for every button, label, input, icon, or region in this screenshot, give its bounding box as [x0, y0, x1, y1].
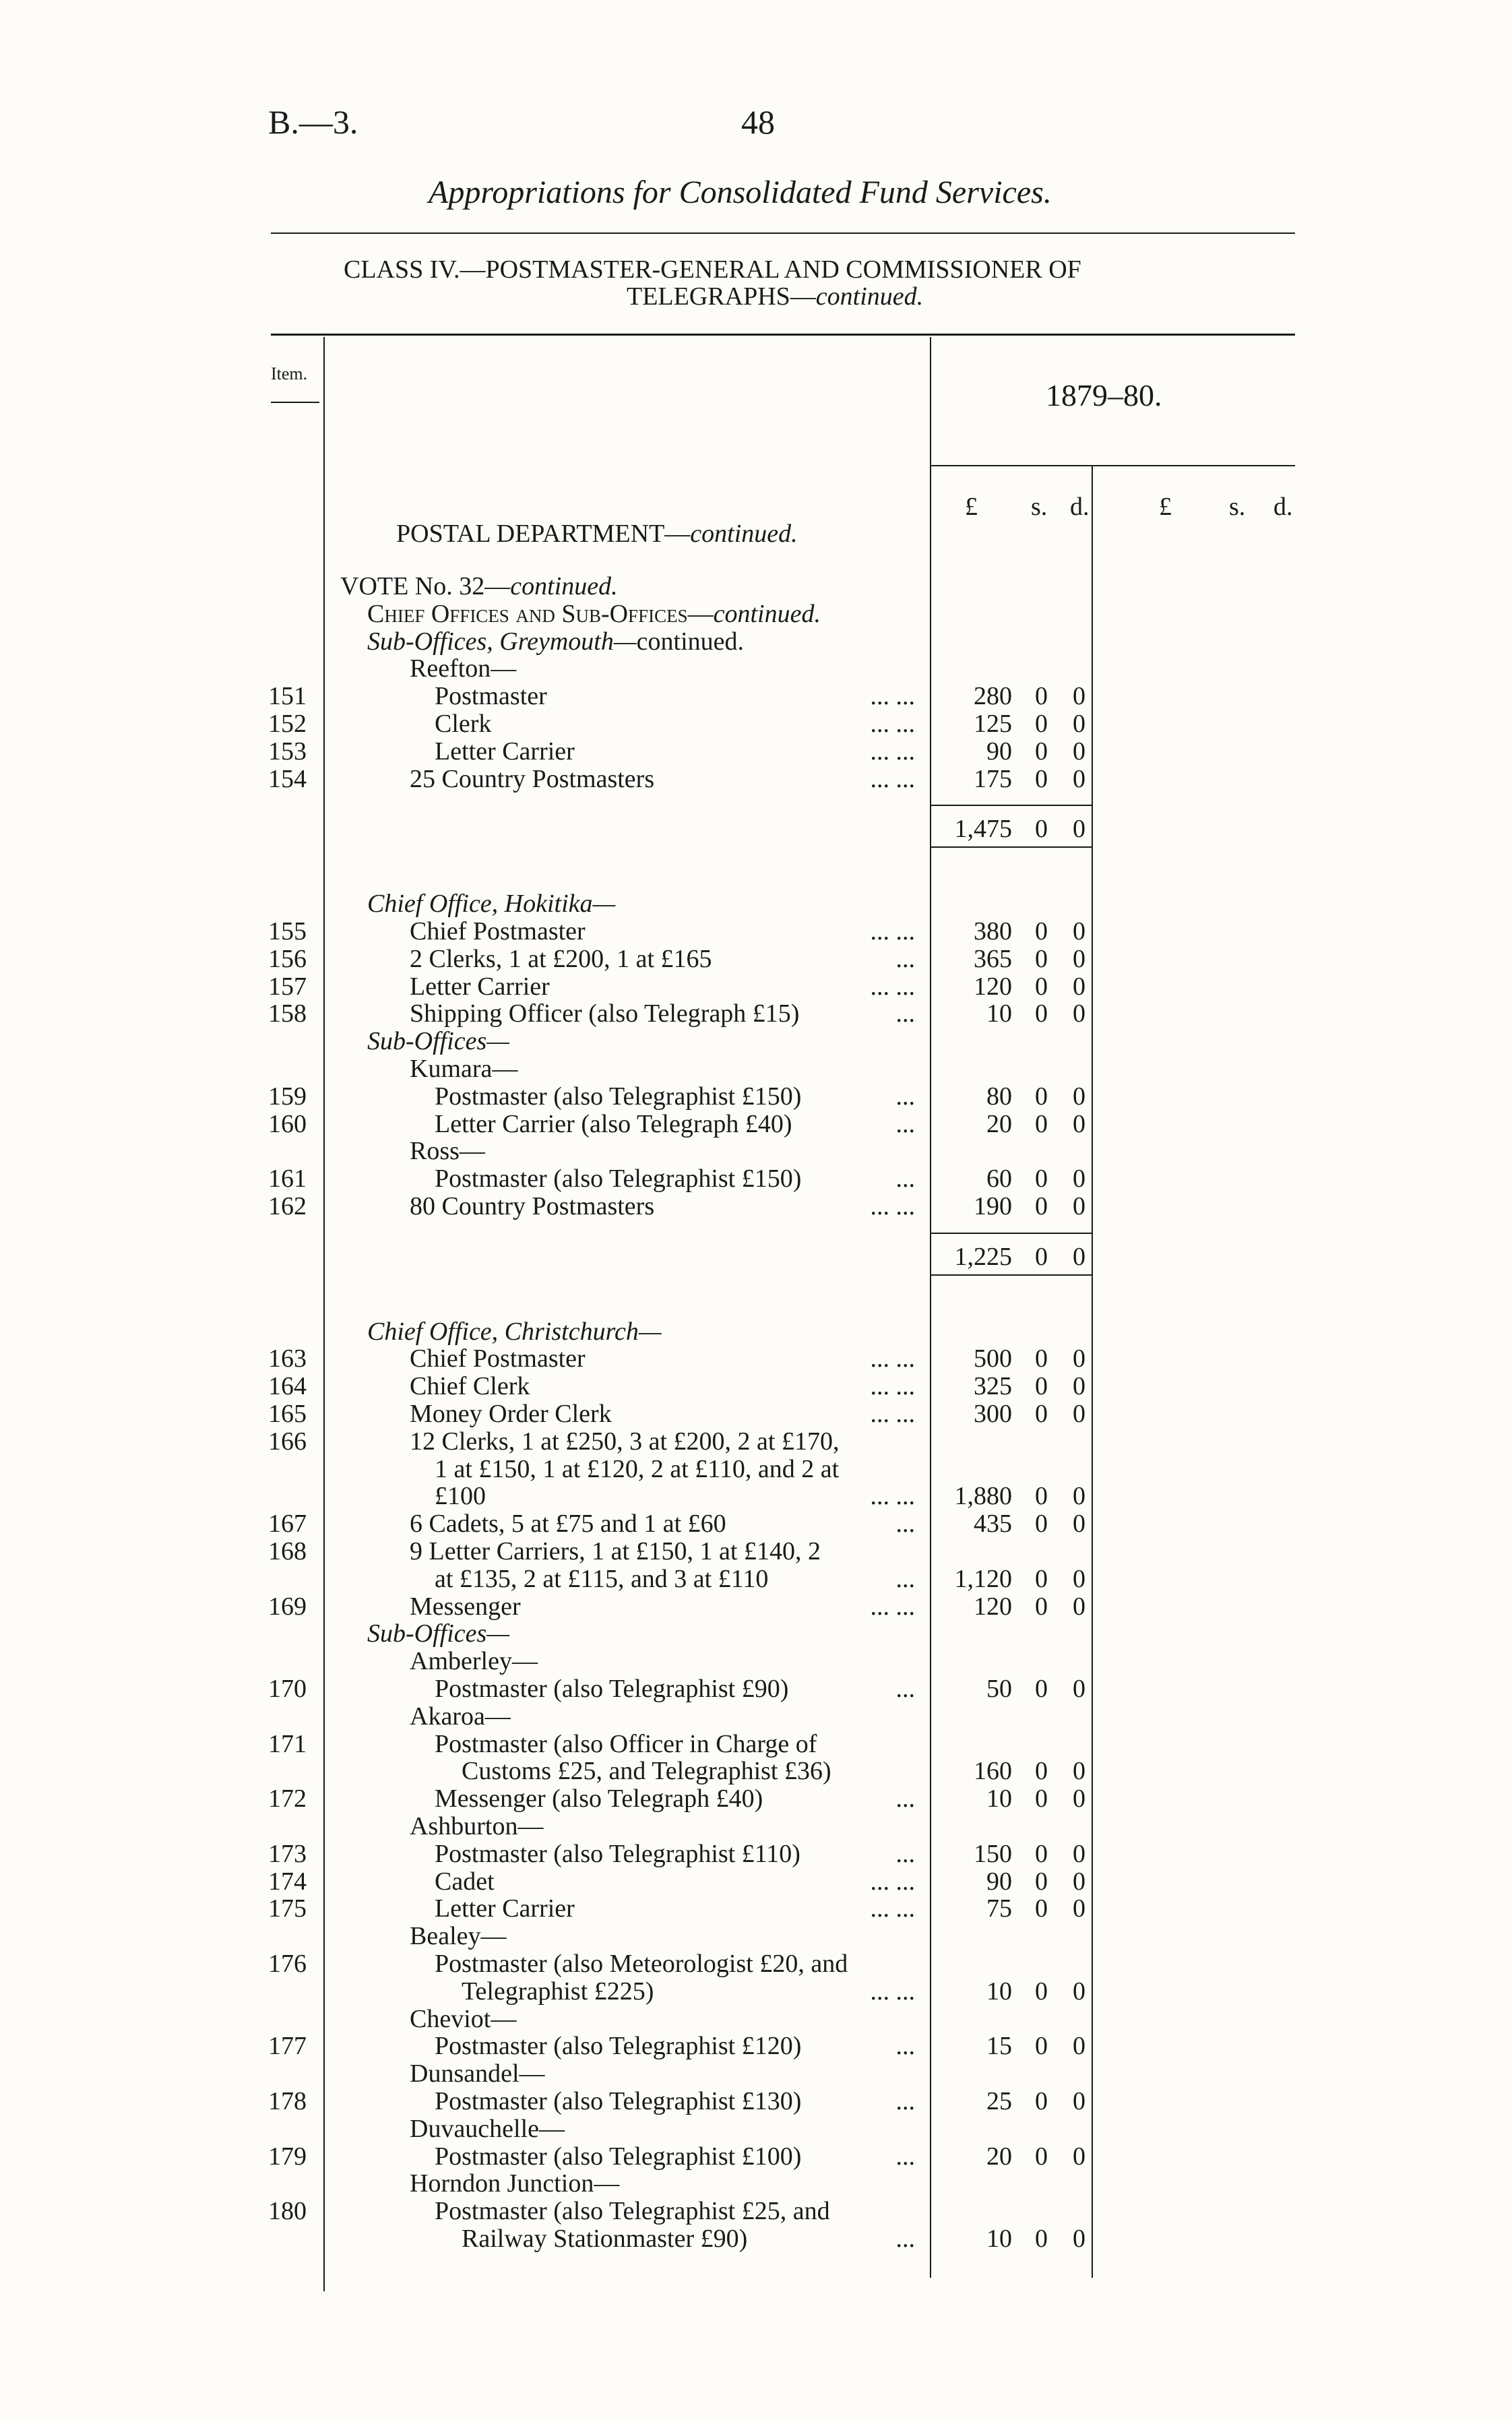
item-description: 9 Letter Carriers, 1 at £150, 1 at £140, 2 [410, 1537, 821, 1565]
table-row [0, 999, 1512, 1026]
shilling-column-header-2: s. [1229, 493, 1246, 521]
amount-shillings: 0 [1035, 1894, 1048, 1923]
pound-column-header-2: £ [1159, 493, 1172, 521]
amount-pence: 0 [1073, 1344, 1085, 1373]
amount-shillings: 0 [1035, 2087, 1048, 2115]
table-row [0, 2004, 1512, 2031]
table-row [0, 1399, 1512, 1426]
amount-shillings: 0 [1035, 1592, 1048, 1621]
amount-pounds: 1,225 [954, 1242, 1012, 1271]
item-number: 162 [268, 1192, 307, 1220]
item-number: 163 [268, 1344, 307, 1373]
item-description: Chief Office, Hokitika— [367, 890, 616, 919]
item-description: Customs £25, and Telegraphist £36) [462, 1757, 831, 1786]
item-description: Chief Offices and Sub-Offices—continued. [367, 599, 821, 628]
leader-dots: ... [895, 1510, 915, 1539]
leader-dots: ... ... [870, 737, 915, 766]
amount-shillings: 0 [1035, 1675, 1048, 1703]
item-description: 6 Cadets, 5 at £75 and 1 at £60 [410, 1510, 726, 1539]
year-column-header: 1879–80. [1046, 378, 1162, 412]
pound-column-header-1: £ [965, 493, 978, 521]
item-number: 164 [268, 1372, 307, 1401]
leader-dots: ... ... [870, 972, 915, 1001]
amount-pence: 0 [1073, 1839, 1085, 1868]
amount-pence: 0 [1073, 1592, 1085, 1621]
table-row [0, 1371, 1512, 1401]
amount-pounds: 160 [974, 1757, 1012, 1786]
amount-shillings: 0 [1035, 1082, 1048, 1111]
table-row [0, 681, 1512, 711]
item-description: Ross— [410, 1137, 485, 1166]
leader-dots: ... [895, 1109, 915, 1138]
table-row [0, 972, 1512, 999]
item-description: Letter Carrier [410, 972, 550, 1001]
table-row [0, 1784, 1512, 1811]
item-description: 12 Clerks, 1 at £250, 3 at £200, 2 at £170, [410, 1427, 840, 1456]
amount-pounds: 1,120 [954, 1564, 1012, 1593]
amount-pounds: 125 [974, 710, 1012, 738]
amount-shillings: 0 [1035, 1977, 1048, 2006]
item-number: 166 [268, 1427, 307, 1456]
table-row [0, 627, 1512, 654]
leader-dots: ... [895, 1564, 915, 1593]
table-row [0, 2086, 1512, 2113]
item-description: Duvauchelle— [410, 2114, 565, 2143]
amount-pounds: 120 [974, 972, 1012, 1001]
amount-pence: 0 [1073, 917, 1085, 945]
amount-pounds: 175 [974, 764, 1012, 793]
leader-dots: ... ... [870, 1977, 915, 2006]
table-row [0, 654, 1512, 681]
amount-pence: 0 [1073, 2225, 1085, 2253]
leader-dots: ... ... [870, 1192, 915, 1220]
amount-pence: 0 [1073, 710, 1085, 738]
leader-dots: ... ... [870, 682, 915, 711]
item-number: 178 [268, 2087, 307, 2115]
amount-shillings: 0 [1035, 737, 1048, 766]
leader-dots: ... ... [870, 1482, 915, 1511]
item-description: Sub-Offices— [367, 1619, 510, 1648]
amount-shillings: 0 [1035, 815, 1048, 844]
item-number: 151 [268, 682, 307, 711]
item-number: 173 [268, 1839, 307, 1868]
amount-pounds: 500 [974, 1344, 1012, 1373]
item-number: 169 [268, 1592, 307, 1621]
table-row [0, 737, 1512, 764]
item-description: Cadet [435, 1867, 495, 1896]
amount-shillings: 0 [1035, 1867, 1048, 1896]
money-header-rule [930, 465, 1295, 466]
item-number: 152 [268, 710, 307, 738]
table-row [0, 1977, 1512, 2004]
amount-pounds: 10 [986, 1785, 1012, 1813]
item-description: at £135, 2 at £115, and 3 at £110 [435, 1564, 769, 1593]
amount-pounds: 150 [974, 1839, 1012, 1868]
table-row [0, 889, 1512, 919]
amount-shillings: 0 [1035, 1757, 1048, 1786]
item-column-header: Item. [271, 364, 308, 383]
amount-pounds: 280 [974, 682, 1012, 711]
table-row [0, 1317, 1512, 1344]
item-description: Amberley— [410, 1647, 538, 1676]
item-description: Dunsandel— [410, 2059, 545, 2088]
amount-pounds: 435 [974, 1510, 1012, 1539]
item-description: Sub-Offices— [367, 1027, 510, 1056]
amount-pounds: 15 [986, 2032, 1012, 2061]
amount-shillings: 0 [1035, 764, 1048, 793]
amount-shillings: 0 [1035, 1785, 1048, 1813]
amount-pence: 0 [1073, 972, 1085, 1001]
amount-shillings: 0 [1035, 1344, 1048, 1373]
item-description: Horndon Junction— [410, 2169, 620, 2198]
section-heading: POSTAL DEPARTMENT—continued. [396, 520, 798, 548]
item-number: 157 [268, 972, 307, 1001]
item-header-rule [271, 402, 319, 403]
amount-shillings: 0 [1035, 1372, 1048, 1401]
item-description: £100 [435, 1482, 486, 1511]
amount-shillings: 0 [1035, 1564, 1048, 1593]
item-number: 176 [268, 1950, 307, 1978]
item-description: Akaroa— [410, 1702, 511, 1731]
table-row [0, 1564, 1512, 1591]
table-row [0, 1949, 1512, 1976]
table-row [0, 1454, 1512, 1481]
item-number: 179 [268, 2142, 307, 2171]
title-rule [271, 232, 1295, 234]
leader-dots: ... ... [870, 1592, 915, 1621]
item-number: 177 [268, 2032, 307, 2061]
table-row [0, 917, 1512, 943]
table-row [0, 1811, 1512, 1838]
leader-dots: ... ... [870, 1372, 915, 1401]
page-title: Appropriations for Consolidated Fund Services. [429, 175, 1052, 210]
amount-pence: 0 [1073, 1165, 1085, 1193]
table-row [0, 1921, 1512, 1951]
page-reference: B.—3. [268, 103, 358, 141]
item-description: Postmaster (also Telegraphist £120) [435, 2032, 802, 2061]
amount-pounds: 120 [974, 1592, 1012, 1621]
leader-dots: ... [895, 999, 915, 1028]
amount-shillings: 0 [1035, 2142, 1048, 2171]
table-row [0, 1674, 1512, 1701]
item-description: VOTE No. 32—continued. [340, 572, 618, 600]
pence-column-header-2: d. [1273, 493, 1293, 521]
item-description: 2 Clerks, 1 at £200, 1 at £165 [410, 944, 712, 973]
amount-shillings: 0 [1035, 710, 1048, 738]
item-number: 180 [268, 2197, 307, 2226]
leader-dots: ... ... [870, 764, 915, 793]
leader-dots: ... [895, 944, 915, 973]
leader-dots: ... [895, 1675, 915, 1703]
amount-pounds: 20 [986, 2142, 1012, 2171]
item-description: Money Order Clerk [410, 1400, 612, 1428]
amount-pounds: 60 [986, 1165, 1012, 1193]
amount-pence: 0 [1073, 999, 1085, 1028]
item-description: Postmaster [435, 682, 547, 711]
item-description: Letter Carrier [435, 1894, 575, 1923]
table-row [0, 1109, 1512, 1136]
amount-shillings: 0 [1035, 1192, 1048, 1220]
table-row [0, 1191, 1512, 1218]
item-description: Postmaster (also Telegraphist £100) [435, 2142, 802, 2171]
item-number: 172 [268, 1785, 307, 1813]
amount-pence: 0 [1073, 815, 1085, 844]
amount-pence: 0 [1073, 1242, 1085, 1271]
amount-pounds: 10 [986, 1977, 1012, 2006]
leader-dots: ... [895, 2032, 915, 2061]
amount-pence: 0 [1073, 764, 1085, 793]
amount-pence: 0 [1073, 1867, 1085, 1896]
class-title-line1: CLASS IV.—POSTMASTER-GENERAL AND COMMISSIONER OF [344, 255, 1081, 284]
table-row [0, 1509, 1512, 1539]
table-row [0, 1427, 1512, 1454]
amount-shillings: 0 [1035, 682, 1048, 711]
table-row [0, 1054, 1512, 1081]
amount-pence: 0 [1073, 1482, 1085, 1511]
leader-dots: ... ... [870, 1894, 915, 1923]
shilling-column-header-1: s. [1031, 493, 1048, 521]
item-number: 175 [268, 1894, 307, 1923]
table-row [0, 1164, 1512, 1191]
subtotal-row [0, 814, 1512, 844]
table-row [0, 571, 1512, 598]
amount-pounds: 80 [986, 1082, 1012, 1111]
item-description: Chief Postmaster [410, 917, 586, 945]
amount-pence: 0 [1073, 1977, 1085, 2006]
amount-shillings: 0 [1035, 944, 1048, 973]
item-description: Postmaster (also Telegraphist £150) [435, 1082, 802, 1111]
amount-pence: 0 [1073, 1675, 1085, 1703]
table-row [0, 2224, 1512, 2251]
leader-dots: ... [895, 2087, 915, 2115]
table-row [0, 1619, 1512, 1646]
subtotal-rule [931, 1274, 1092, 1276]
amount-pence: 0 [1073, 1757, 1085, 1786]
amount-shillings: 0 [1035, 1165, 1048, 1193]
amount-shillings: 0 [1035, 917, 1048, 945]
item-description: Postmaster (also Meteorologist £20, and [435, 1950, 848, 1978]
amount-pence: 0 [1073, 2142, 1085, 2171]
amount-pounds: 75 [986, 1894, 1012, 1923]
table-row [0, 1839, 1512, 1866]
item-number: 159 [268, 1082, 307, 1111]
item-number: 171 [268, 1729, 307, 1758]
table-row [0, 1344, 1512, 1371]
amount-shillings: 0 [1035, 1482, 1048, 1511]
amount-pounds: 90 [986, 737, 1012, 766]
item-description: Clerk [435, 710, 492, 738]
table-row [0, 1592, 1512, 1619]
amount-pence: 0 [1073, 2087, 1085, 2115]
amount-pounds: 10 [986, 999, 1012, 1028]
amount-pounds: 25 [986, 2087, 1012, 2115]
amount-shillings: 0 [1035, 2225, 1048, 2253]
item-description: Postmaster (also Telegraphist £110) [435, 1839, 800, 1868]
amount-shillings: 0 [1035, 1400, 1048, 1428]
leader-dots: ... [895, 2225, 915, 2253]
amount-shillings: 0 [1035, 2032, 1048, 2061]
subtotal-rule [931, 805, 1092, 806]
amount-pounds: 90 [986, 1867, 1012, 1896]
item-description: Postmaster (also Officer in Charge of [435, 1729, 817, 1758]
item-number: 153 [268, 737, 307, 766]
table-row [0, 599, 1512, 626]
subtotal-rule [931, 1233, 1092, 1234]
table-row [0, 2059, 1512, 2086]
table-row [0, 2196, 1512, 2226]
table-row [0, 1729, 1512, 1756]
item-description: Letter Carrier [435, 737, 575, 766]
amount-pence: 0 [1073, 1785, 1085, 1813]
leader-dots: ... ... [870, 1400, 915, 1428]
amount-pence: 0 [1073, 1894, 1085, 1923]
leader-dots: ... [895, 1839, 915, 1868]
item-description: Bealey— [410, 1922, 507, 1951]
table-row [0, 1481, 1512, 1511]
amount-pence: 0 [1073, 1372, 1085, 1401]
item-description: Postmaster (also Telegraphist £90) [435, 1675, 789, 1703]
item-description: Chief Office, Christchurch— [367, 1317, 662, 1346]
amount-pounds: 300 [974, 1400, 1012, 1428]
leader-dots: ... [895, 1082, 915, 1111]
table-row [0, 944, 1512, 971]
item-description: Chief Clerk [410, 1372, 530, 1401]
table-row [0, 1026, 1512, 1056]
item-number: 160 [268, 1109, 307, 1138]
amount-pounds: 325 [974, 1372, 1012, 1401]
item-description: Letter Carrier (also Telegraph £40) [435, 1109, 792, 1138]
table-row [0, 1646, 1512, 1676]
table-row [0, 1082, 1512, 1109]
amount-pence: 0 [1073, 944, 1085, 973]
amount-shillings: 0 [1035, 972, 1048, 1001]
item-description: Railway Stationmaster £90) [462, 2225, 748, 2253]
leader-dots: ... [895, 1785, 915, 1813]
leader-dots: ... ... [870, 1344, 915, 1373]
table-row [0, 2169, 1512, 2196]
amount-shillings: 0 [1035, 999, 1048, 1028]
item-number: 174 [268, 1867, 307, 1896]
amount-pounds: 380 [974, 917, 1012, 945]
table-top-rule [271, 334, 1295, 336]
item-number: 170 [268, 1675, 307, 1703]
amount-pounds: 365 [974, 944, 1012, 973]
leader-dots: ... ... [870, 710, 915, 738]
amount-pence: 0 [1073, 1109, 1085, 1138]
amount-pounds: 10 [986, 2225, 1012, 2253]
table-row [0, 2031, 1512, 2061]
item-description: Messenger (also Telegraph £40) [435, 1785, 763, 1813]
item-description: Shipping Officer (also Telegraph £15) [410, 999, 800, 1028]
table-row [0, 2142, 1512, 2169]
item-number: 167 [268, 1510, 307, 1539]
amount-pounds: 50 [986, 1675, 1012, 1703]
amount-pence: 0 [1073, 1082, 1085, 1111]
table-row [0, 2114, 1512, 2141]
item-description: Postmaster (also Telegraphist £130) [435, 2087, 802, 2115]
item-number: 154 [268, 764, 307, 793]
pence-column-header-1: d. [1070, 493, 1090, 521]
amount-pence: 0 [1073, 1400, 1085, 1428]
item-description: Sub-Offices, Greymouth—continued. [367, 627, 744, 656]
table-row [0, 1756, 1512, 1786]
subtotal-rule [931, 846, 1092, 848]
item-number: 161 [268, 1165, 307, 1193]
table-row [0, 1537, 1512, 1563]
leader-dots: ... ... [870, 917, 915, 945]
item-description: 80 Country Postmasters [410, 1192, 655, 1220]
item-description: Telegraphist £225) [462, 1977, 654, 2006]
amount-pence: 0 [1073, 1564, 1085, 1593]
item-description: Postmaster (also Telegraphist £150) [435, 1165, 802, 1193]
item-number: 156 [268, 944, 307, 973]
item-description: Cheviot— [410, 2004, 517, 2033]
amount-shillings: 0 [1035, 1242, 1048, 1271]
item-description: 1 at £150, 1 at £120, 2 at £110, and 2 at [435, 1454, 840, 1483]
table-row [0, 1894, 1512, 1921]
amount-pounds: 190 [974, 1192, 1012, 1220]
table-row [0, 1867, 1512, 1894]
amount-shillings: 0 [1035, 1510, 1048, 1539]
table-row [0, 764, 1512, 791]
amount-shillings: 0 [1035, 1109, 1048, 1138]
item-number: 158 [268, 999, 307, 1028]
item-description: Messenger [410, 1592, 521, 1621]
item-description: 25 Country Postmasters [410, 764, 655, 793]
table-row [0, 1136, 1512, 1166]
item-description: Ashburton— [410, 1812, 544, 1840]
item-description: Reefton— [410, 654, 517, 683]
table-row [0, 709, 1512, 736]
amount-pounds: 1,880 [954, 1482, 1012, 1511]
item-number: 168 [268, 1537, 307, 1565]
amount-pence: 0 [1073, 1510, 1085, 1539]
amount-pounds: 1,475 [954, 815, 1012, 844]
amount-pence: 0 [1073, 1192, 1085, 1220]
item-number: 165 [268, 1400, 307, 1428]
page-number: 48 [741, 103, 775, 141]
table-row [0, 1702, 1512, 1729]
class-title-line2: TELEGRAPHS—continued. [627, 282, 924, 311]
amount-pounds: 20 [986, 1109, 1012, 1138]
subtotal-row [0, 1242, 1512, 1269]
amount-pence: 0 [1073, 2032, 1085, 2061]
leader-dots: ... ... [870, 1867, 915, 1896]
leader-dots: ... [895, 2142, 915, 2171]
leader-dots: ... [895, 1165, 915, 1193]
amount-pence: 0 [1073, 682, 1085, 711]
item-description: Postmaster (also Telegraphist £25, and [435, 2197, 830, 2226]
item-description: Kumara— [410, 1055, 518, 1083]
item-number: 155 [268, 917, 307, 945]
item-description: Chief Postmaster [410, 1344, 586, 1373]
amount-pence: 0 [1073, 737, 1085, 766]
amount-shillings: 0 [1035, 1839, 1048, 1868]
